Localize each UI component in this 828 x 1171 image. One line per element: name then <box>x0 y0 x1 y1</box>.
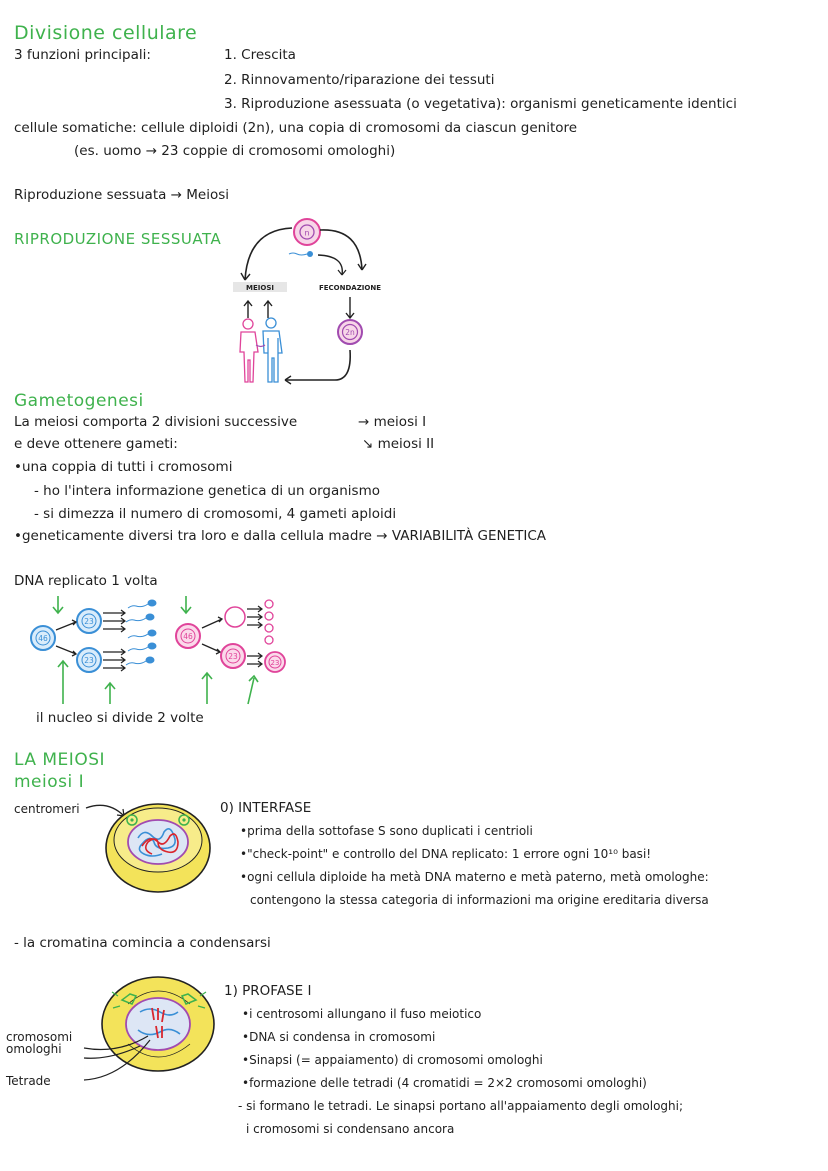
meiosi-subheading: meiosi I <box>14 772 85 792</box>
gametogenesi-sub-2: - si dimezza il numero di cromosomi, 4 gameti aploidi <box>34 506 397 522</box>
repro-line: Riproduzione sessuata → Meiosi <box>14 187 230 203</box>
label-centromeri: centromeri <box>14 802 80 816</box>
haploid-label: n <box>304 228 310 238</box>
gametogenesi-bullet-1: •una coppia di tutti i cromosomi <box>14 459 233 475</box>
dna-caption-top: DNA replicato 1 volta <box>14 573 158 589</box>
meiosi-1-branch: → meiosi I <box>358 414 427 430</box>
label-tetrade: Tetrade <box>6 1074 51 1088</box>
intro-item-3: 3. Riproduzione asessuata (o vegetativa): organismi geneticamente identici <box>224 96 737 112</box>
profase-continuation: i cromosomi si condensano ancora <box>246 1122 455 1136</box>
gametogenesi-bullet-2: •geneticamente diversi tra loro e dalla cellula madre → VARIABILITÀ GENETICA <box>14 528 547 544</box>
profase-bullet-5: - si formano le tetradi. Le sinapsi portano all'appaiamento degli omologhi; <box>238 1099 684 1113</box>
somatic-line-2: (es. uomo → 23 coppie di cromosomi omologhi) <box>74 143 396 159</box>
meiosi-2-branch: ↘ meiosi II <box>362 436 435 452</box>
pink-cell-23-a-label: 23 <box>228 652 238 661</box>
blue-cell-23-bottom-label: 23 <box>84 656 94 665</box>
intro-item-1: 1. Crescita <box>224 47 296 63</box>
interfase-title: 0) INTERFASE <box>220 800 312 816</box>
label-omologhi: omologhi <box>6 1042 62 1056</box>
blue-cell-23-top-label: 23 <box>84 617 94 626</box>
blue-cell-46-label: 46 <box>38 634 48 643</box>
label-cromosomi: cromosomi <box>6 1030 73 1044</box>
interfase-bullet-1: •prima della sottofase S sono duplicati i centrioli <box>240 824 533 838</box>
dna-caption-bottom: il nucleo si divide 2 volte <box>36 710 204 726</box>
interfase-bullet-3: •ogni cellula diploide ha metà DNA materno e metà paterno, metà omologhe: <box>240 870 709 884</box>
profase-title: 1) PROFASE I <box>224 983 312 999</box>
gametogenesi-line-1: La meiosi comporta 2 divisioni successive <box>14 414 298 430</box>
gametogenesi-sub-1: - ho l'intera informazione genetica di un organismo <box>34 483 381 499</box>
profase-bullet-1: •i centrosomi allungano il fuso meiotico <box>242 1007 482 1021</box>
fecondazione-label: FECONDAZIONE <box>318 284 382 292</box>
profase-bullet-2: •DNA si condensa in cromosomi <box>242 1030 436 1044</box>
meiosi-heading: LA MEIOSI <box>14 750 106 770</box>
gametogenesi-heading: Gametogenesi <box>14 391 144 411</box>
profase-bullet-4: •formazione delle tetradi (4 cromatidi = 2×2 cromosomi omologhi) <box>242 1076 647 1090</box>
pink-cell-23-b-label: 23 <box>270 659 280 667</box>
intro-item-2: 2. Rinnovamento/riparazione dei tessuti <box>224 72 495 88</box>
interfase-bullet-2: •"check-point" e controllo del DNA replicato: 1 errore ogni 10¹⁰ basi! <box>240 847 652 861</box>
interfase-continuation: contengono la stessa categoria di informazioni ma origine ereditaria diversa <box>250 893 709 907</box>
meiosi-label: MEIOSI <box>246 284 274 292</box>
chromatin-note: - la cromatina comincia a condensarsi <box>14 935 271 951</box>
page-title: Divisione cellulare <box>14 22 198 44</box>
diploid-label: 2n <box>345 328 355 337</box>
gametogenesi-line-2: e deve ottenere gameti: <box>14 436 178 452</box>
intro-lead: 3 funzioni principali: <box>14 47 151 63</box>
somatic-line-1: cellule somatiche: cellule diploidi (2n), una copia di cromosomi da ciascun genitore <box>14 120 578 136</box>
profase-bullet-3: •Sinapsi (= appaiamento) di cromosomi omologhi <box>242 1053 543 1067</box>
pink-cell-46-label: 46 <box>183 632 193 641</box>
sexual-heading: RIPRODUZIONE SESSUATA <box>14 230 222 248</box>
